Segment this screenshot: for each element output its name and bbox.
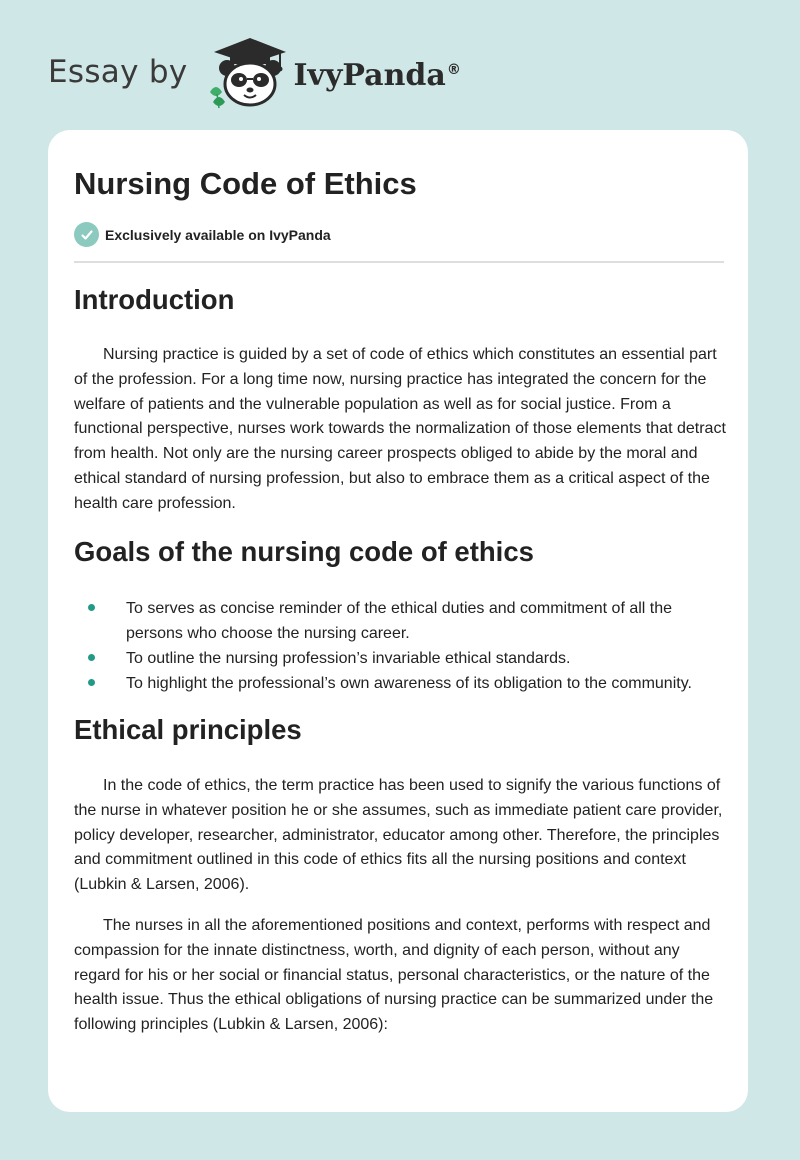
panda-logo-icon[interactable] xyxy=(200,34,300,110)
exclusive-label: Exclusively available on IvyPanda xyxy=(105,226,331,243)
introduction-paragraph: Nursing practice is guided by a set of code of ethics which constitutes an essential part of the profession. For a long time now, nursing practice has integrated the concern for the welfare of patients and the vulnerable population as well as for social justice. From a functional perspective, nurses work towards the normalization of those elements that detract from health. Not only are the nursing career prospects obliged to abide by the moral and ethical standard of nursing profession, but also to embrace them as a critical aspect of the health care profession. xyxy=(74,346,726,512)
exclusive-badge xyxy=(74,222,331,247)
section-heading-introduction: Introduction xyxy=(74,284,235,315)
bullet-icon xyxy=(88,679,95,686)
principles-paragraph-2: The nurses in all the aforementioned positions and context, performs with respect and compassion for the innate distinctness, worth, and dignity of each person, without any regard for his or her social or financial status, personal characteristics, or the nature of the health issue. Thus the ethical obligations of nursing practice can be summarized under the following principles (Lubkin & Larsen, 2006): xyxy=(74,917,714,1034)
brand-prefix: Essay by xyxy=(48,54,188,90)
list-item: To serves as concise reminder of the ethical duties and commitment of all the persons who choose the nursing career. xyxy=(74,596,724,646)
bullet-icon xyxy=(88,604,95,611)
goals-list xyxy=(74,596,724,696)
title-divider xyxy=(74,261,724,263)
section-heading-principles: Ethical principles xyxy=(74,714,302,745)
bullet-icon xyxy=(88,654,95,661)
check-icon xyxy=(74,222,99,247)
brand-header xyxy=(48,34,461,110)
principles-paragraph-1: In the code of ethics, the term practice has been used to signify the various functions of the nurse in whatever position he or she assumes, such as immediate patient care provider, policy developer, researcher, administrator, educator among other. Therefore, the principles and commitment outlined in this code of ethics fits all the nursing positions and context (Lubkin & Larsen, 2006). xyxy=(74,777,723,894)
list-item: To highlight the professional’s own awareness of its obligation to the community. xyxy=(74,671,724,696)
brand-name[interactable]: IvyPanda® xyxy=(293,57,461,93)
registered-mark: ® xyxy=(446,61,461,78)
list-item: To outline the nursing profession’s invariable ethical standards. xyxy=(74,646,724,671)
article-title: Nursing Code of Ethics xyxy=(74,166,417,201)
section-heading-goals: Goals of the nursing code of ethics xyxy=(74,536,534,567)
article-card xyxy=(48,130,748,1112)
